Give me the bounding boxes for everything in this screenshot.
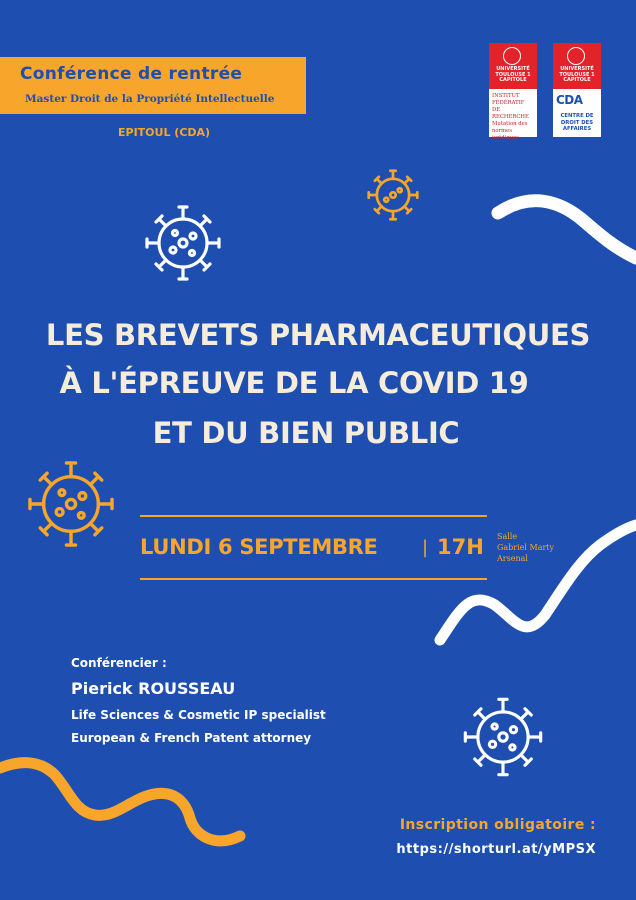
virus-icon-white-bottom	[458, 692, 548, 782]
cda-logo-university: UNIVERSITÉ TOULOUSE 1 CAPITOLE	[559, 66, 595, 83]
registration-link[interactable]: https://shorturl.at/yMPSX	[396, 842, 596, 857]
main-title-line-1: LES BREVETS PHARMACEUTIQUES	[45, 318, 591, 352]
ifr-logo-text: INSTITUT FÉDÉRATIF DE RECHERCHE Mutation des normes juridiques	[492, 93, 529, 141]
squiggle-orange-bottom	[0, 763, 240, 841]
virus-icon-white-top	[140, 200, 226, 286]
main-title-line-2: À L'ÉPREUVE DE LA COVID 19	[59, 366, 529, 400]
speaker-role-2: European & French Patent attorney	[71, 731, 312, 745]
squiggle-white-right	[498, 201, 636, 258]
venue-line-3: Arsenal	[497, 554, 528, 563]
speaker-label: Conférencier :	[71, 656, 167, 670]
organizer: EPITOUL (CDA)	[118, 126, 211, 139]
virus-icon-orange-top	[364, 166, 422, 224]
main-title-line-3: ET DU BIEN PUBLIC	[152, 416, 460, 450]
venue-line-2: Gabriel Marty	[497, 543, 555, 552]
speaker-role-1: Life Sciences & Cosmetic IP specialist	[71, 708, 326, 722]
date-time-separator: |	[422, 537, 429, 558]
registration-label: Inscription obligatoire :	[399, 817, 596, 833]
cda-mark: CDA	[556, 93, 583, 107]
event-date: LUNDI 6 SEPTEMBRE	[140, 535, 378, 559]
divider-top	[140, 515, 487, 517]
event-time: 17H	[437, 535, 484, 559]
ifr-logo	[489, 43, 537, 141]
event-venue	[497, 531, 554, 564]
ifr-logo-university: UNIVERSITÉ TOULOUSE 1 CAPITOLE	[495, 66, 531, 83]
divider-bottom	[140, 578, 487, 580]
cda-logo	[553, 43, 601, 137]
venue-line-1: Salle	[497, 532, 518, 541]
virus-icon-orange-left	[22, 455, 120, 553]
university-seal-icon	[567, 47, 585, 65]
conference-title: Conférence de rentrée	[20, 64, 243, 84]
conference-subtitle: Master Droit de la Propriété Intellectuelle	[25, 93, 275, 105]
speaker-name: Pierick ROUSSEAU	[71, 679, 236, 698]
university-seal-icon	[503, 47, 521, 65]
cda-logo-text: CENTRE DE DROIT DES AFFAIRES	[560, 113, 594, 132]
